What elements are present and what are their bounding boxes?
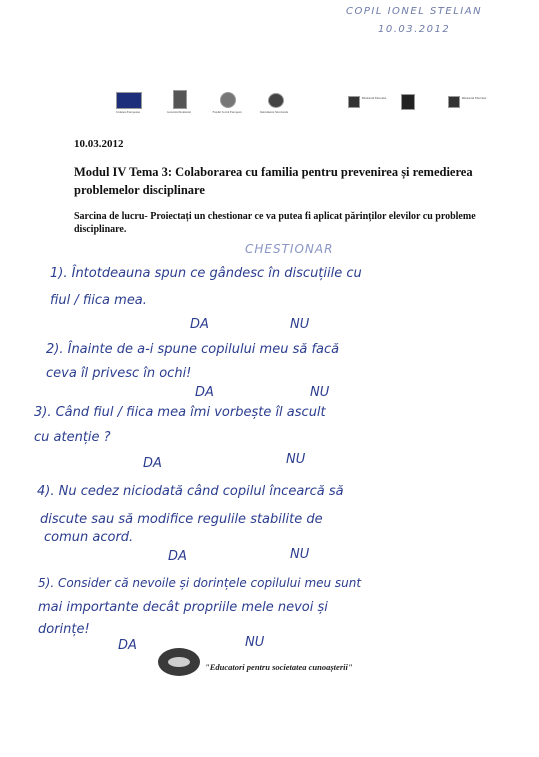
handwritten-name: COPIL IONEL STELIAN	[346, 6, 483, 17]
handwritten-date: 10.03.2012	[378, 24, 451, 35]
question-4-line-2: discute sau să modifice regulile stabilite de	[40, 512, 323, 527]
question-5-line-3: dorințe!	[38, 622, 90, 637]
document-date: 10.03.2012	[74, 138, 124, 150]
question-3-yes: DA	[143, 456, 162, 471]
questionnaire-heading: CHESTIONAR	[245, 242, 334, 256]
logo-caption: Ministerul Educatiei	[361, 96, 387, 100]
question-5-yes: DA	[118, 638, 137, 653]
fse-logo	[220, 92, 236, 108]
question-3-no: NU	[286, 452, 306, 467]
footer-slogan: "Educatori pentru societatea cunoașterii"	[205, 662, 353, 672]
logo-caption: Ministerul Educatiei	[461, 96, 487, 100]
question-4-line-3: comun acord.	[44, 530, 134, 545]
question-4-line-1: 4). Nu cedez niciodată când copilul încearcă să	[37, 484, 344, 499]
question-3-line-2: cu atenție ?	[34, 430, 111, 445]
document-title: Modul IV Tema 3: Colaborarea cu familia pentru prevenirea și remedierea problemelor disciplinare	[74, 165, 473, 197]
question-2-line-1: 2). Înainte de a-i spune copilului meu să facă	[46, 342, 340, 357]
eu-flag-logo	[116, 92, 142, 109]
question-2-yes: DA	[195, 385, 214, 400]
coat-of-arms-logo	[401, 94, 415, 110]
question-1-no: NU	[290, 317, 310, 332]
question-1-yes: DA	[190, 317, 209, 332]
question-5-line-1: 5). Consider că nevoile și dorințele copilului meu sunt	[38, 576, 362, 590]
government-crest-logo	[173, 90, 187, 109]
logo-caption: Guvernul Romaniei	[167, 110, 191, 114]
logo-caption: Instrumente Structurale	[259, 110, 289, 114]
footer-logo-inner	[168, 657, 190, 667]
question-1-line-2: fiul / fiica mea.	[50, 293, 147, 308]
question-2-no: NU	[310, 385, 330, 400]
logo-caption: Fondul Social European	[212, 110, 242, 114]
question-5-no: NU	[245, 635, 265, 650]
question-2-line-2: ceva îl privesc în ochi!	[46, 366, 192, 381]
ministry-logo-2	[448, 96, 460, 108]
question-1-line-1: 1). Întotdeauna spun ce gândesc în discuțiile cu	[50, 266, 362, 281]
question-4-yes: DA	[168, 549, 187, 564]
instrumente-logo	[268, 93, 284, 108]
question-5-line-2: mai importante decât propriile mele nevoi și	[38, 600, 328, 615]
ministry-logo	[348, 96, 360, 108]
task-statement: Sarcina de lucru- Proiectați un chestionar ce va putea fi aplicat părinților elevilor cu probleme disciplinare.	[74, 211, 476, 235]
logo-caption: Uniunea Europeana	[116, 110, 140, 114]
question-3-line-1: 3). Când fiul / fiica mea îmi vorbește îl ascult	[34, 405, 326, 420]
question-4-no: NU	[290, 547, 310, 562]
